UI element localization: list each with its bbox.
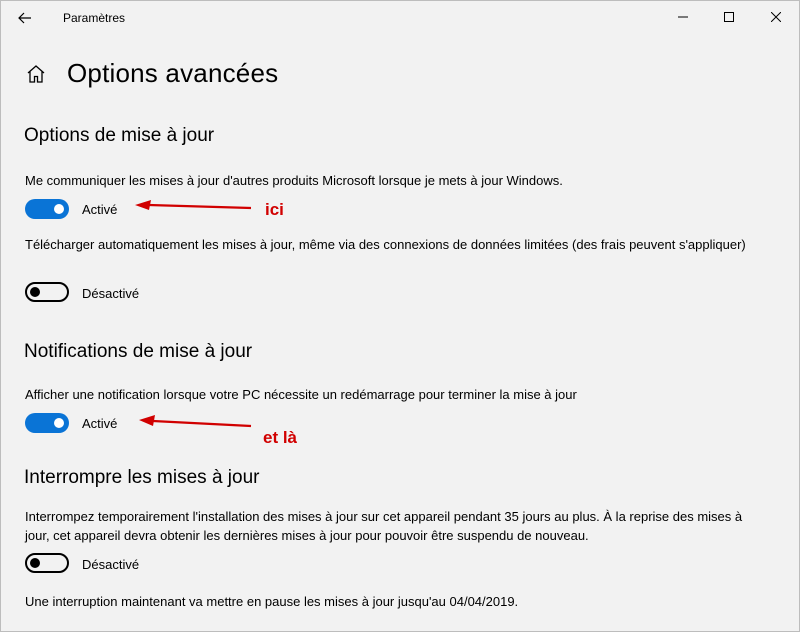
- toggle-metered-download[interactable]: [25, 282, 69, 302]
- home-button[interactable]: [25, 63, 47, 85]
- toggle-other-products[interactable]: [25, 199, 69, 219]
- maximize-button[interactable]: [706, 1, 752, 33]
- section-title-pause-updates: Interrompre les mises à jour: [24, 467, 260, 488]
- title-bar: [1, 1, 799, 35]
- toggle-knob: [30, 287, 40, 297]
- home-icon: [25, 63, 47, 85]
- setting-description-pause: Interrompez temporairement l'installation des mises à jour sur cet appareil pendant 35 jours au plus. À la reprise des mises à jour, cet appareil devra obtenir les dernières mises à jour pour pouvoir être suspendu de nouveau.: [25, 509, 743, 543]
- setting-description-other-products: Me communiquer les mises à jour d'autres produits Microsoft lorsque je mets à jour Windows.: [25, 173, 563, 188]
- toggle-pause-updates[interactable]: [25, 553, 69, 573]
- toggle-state-label: Activé: [82, 416, 118, 431]
- toggle-knob: [30, 558, 40, 568]
- annotation-arrow-icon: [137, 415, 253, 431]
- annotation-ici: ici: [265, 200, 284, 219]
- annotation-arrow-icon: [133, 199, 253, 215]
- toggle-knob: [54, 418, 64, 428]
- section-title-update-notifications: Notifications de mise à jour: [24, 341, 253, 362]
- minimize-button[interactable]: [660, 1, 706, 33]
- back-arrow-icon: [18, 12, 32, 24]
- section-title-update-options: Options de mise à jour: [24, 125, 215, 146]
- annotation-et-la: et là: [263, 428, 298, 447]
- toggle-state-label: Désactivé: [82, 286, 140, 301]
- maximize-icon: [724, 12, 734, 22]
- toggle-restart-notification[interactable]: [25, 413, 69, 433]
- pause-footer-text: Une interruption maintenant va mettre en pause les mises à jour jusqu'au 04/04/2019.: [25, 594, 519, 609]
- toggle-state-label: Activé: [82, 202, 118, 217]
- setting-description-restart-notification: Afficher une notification lorsque votre PC nécessite un redémarrage pour terminer la mise à jour: [25, 387, 577, 402]
- page-title: Options avancées: [67, 58, 279, 88]
- minimize-icon: [678, 12, 688, 22]
- toggle-state-label: Désactivé: [82, 557, 140, 572]
- setting-description-metered: Télécharger automatiquement les mises à jour, même via des connexions de données limitées (des frais peuvent s'appliquer): [25, 237, 746, 252]
- window-title: Paramètres: [63, 11, 126, 25]
- toggle-knob: [54, 204, 64, 214]
- back-button[interactable]: [13, 7, 37, 29]
- close-button[interactable]: [753, 1, 799, 33]
- close-icon: [771, 12, 781, 22]
